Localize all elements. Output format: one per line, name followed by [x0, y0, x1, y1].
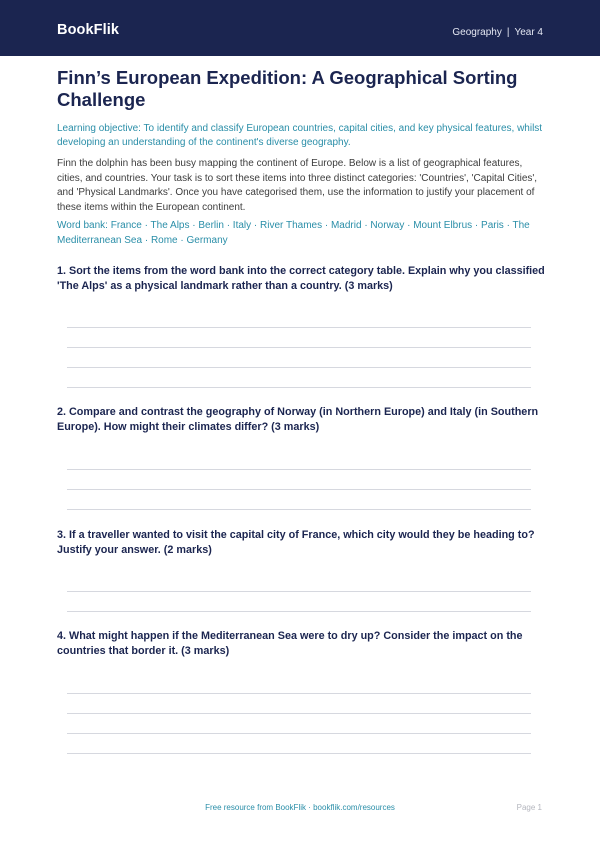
page-header	[0, 0, 600, 56]
header-meta	[452, 27, 543, 38]
answer-line[interactable]	[67, 387, 531, 388]
footer-resource-link[interactable]: Free resource from BookFlik · bookflik.com/resources	[205, 803, 395, 812]
brand-logo: BookFlik	[57, 22, 120, 38]
answer-line[interactable]	[67, 733, 531, 734]
answer-line[interactable]	[67, 367, 531, 368]
answer-line[interactable]	[67, 327, 531, 328]
answer-line[interactable]	[67, 347, 531, 348]
question-1: 1. Sort the items from the word bank into the correct category table. Explain why you classified 'The Alps' as a physical landmark rather than a country. (3 marks)	[57, 265, 545, 293]
answer-line[interactable]	[67, 489, 531, 490]
answer-line[interactable]	[67, 753, 531, 754]
worksheet-title: Finn’s European Expedition: A Geographical Sorting Challenge	[57, 67, 518, 110]
year-label: Year 4	[514, 27, 543, 38]
subject-label: Geography	[452, 27, 502, 38]
learning-objective: Learning objective: To identify and classify European countries, capital cities, and key physical features, whilst developing an understanding of the continent's diverse geography.	[57, 123, 543, 148]
page-number: Page 1	[516, 803, 542, 812]
answer-line[interactable]	[67, 591, 531, 592]
answer-line[interactable]	[67, 611, 531, 612]
intro-paragraph: Finn the dolphin has been busy mapping the continent of Europe. Below is a list of geographical features, cities, and countries. Your task is to sort these items into three distinct categories: 'Countries', 'Capital Cities', and 'Physical Landmarks'. Once you have categorised them, use the information to justify your placement of these items within the European continent.	[57, 158, 538, 214]
answer-line[interactable]	[67, 509, 531, 510]
header-separator: |	[506, 27, 510, 38]
answer-line[interactable]	[67, 693, 531, 694]
question-4: 4. What might happen if the Mediterranean Sea were to dry up? Consider the impact on the countries that border it. (3 marks)	[57, 630, 523, 658]
question-2: 2. Compare and contrast the geography of Norway (in Northern Europe) and Italy (in Southern Europe). How might their climates differ? (3 marks)	[57, 406, 539, 434]
answer-line[interactable]	[67, 469, 531, 470]
answer-line[interactable]	[67, 713, 531, 714]
word-bank: Word bank: France · The Alps · Berlin · Italy · River Thames · Madrid · Norway · Mount Elbrus · Paris · The Mediterranean Sea · Rome · Germany	[57, 220, 530, 246]
question-3: 3. If a traveller wanted to visit the capital city of France, which city would they be heading to? Justify your answer. (2 marks)	[57, 529, 535, 557]
